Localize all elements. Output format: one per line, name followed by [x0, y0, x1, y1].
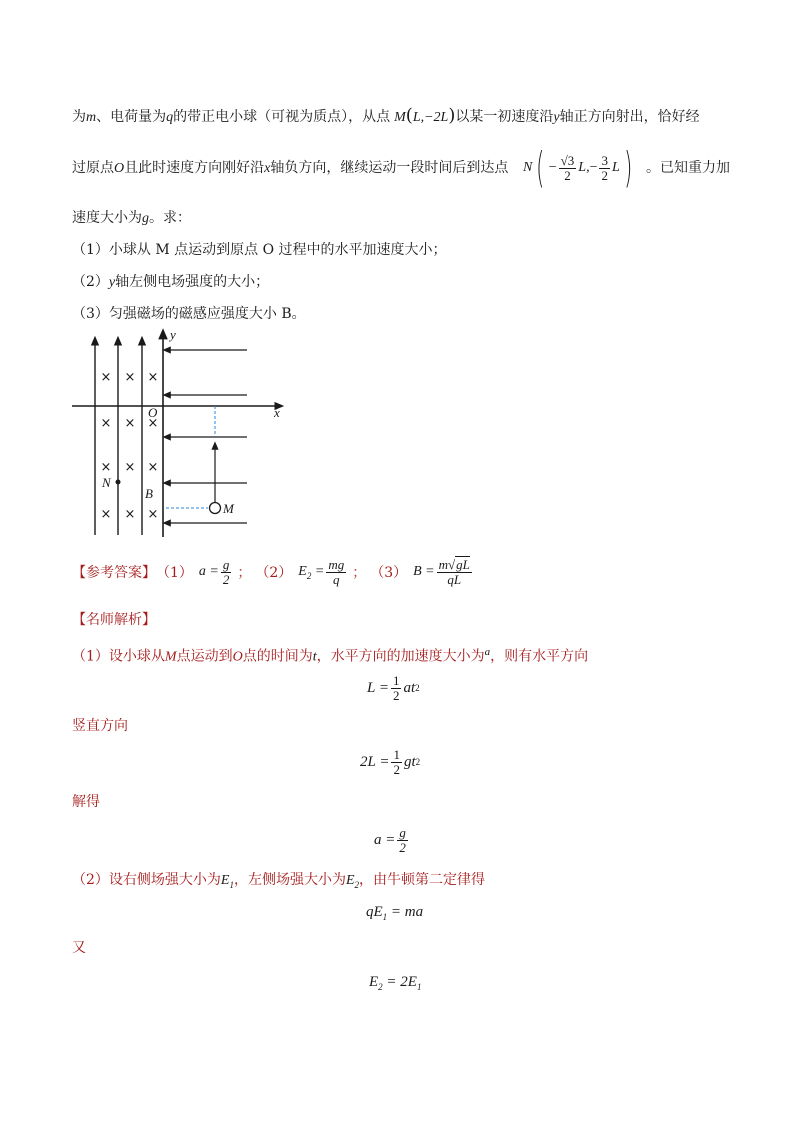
- text: （2）: [72, 274, 109, 290]
- text: （2）设右侧场强大小为: [72, 872, 221, 888]
- minus: −: [589, 160, 598, 175]
- var-E1: E: [220, 873, 230, 888]
- cross-mark: ×: [124, 507, 136, 522]
- answer-3-lhs: B =: [413, 564, 435, 579]
- frac-den: qL: [447, 571, 462, 587]
- analysis-tag: 【名师解析】: [72, 612, 156, 628]
- text: ，左侧场强大小为: [233, 872, 346, 888]
- analysis-step-2: [72, 870, 485, 895]
- cross-mark: ×: [147, 370, 159, 385]
- cross-mark: ×: [124, 416, 136, 431]
- eq-part: = 2E: [382, 974, 417, 990]
- frac-num: 3: [601, 152, 608, 168]
- frac-den: 2: [564, 167, 571, 183]
- frac-den: 2: [393, 761, 400, 777]
- text: ，水平方向的加速度大小为: [316, 648, 485, 665]
- vertical-direction-label: 竖直方向: [72, 718, 128, 734]
- answer-tag: 【参考答案】: [72, 565, 156, 581]
- problem-line-2-end: 。已知重力加: [646, 160, 730, 176]
- text: 过原点: [72, 160, 114, 176]
- subscript: 2: [354, 879, 360, 890]
- equals: =: [314, 563, 325, 579]
- var-M: M: [164, 649, 177, 665]
- subscript: 2: [306, 570, 312, 581]
- subscript: 1: [229, 879, 234, 890]
- var-a: a: [484, 646, 491, 658]
- text: 为: [72, 109, 86, 125]
- problem-line-2: [72, 158, 508, 179]
- label-M: M: [223, 501, 234, 516]
- question-2: [72, 272, 269, 293]
- separator: ；: [352, 565, 367, 581]
- text: 速度大小为: [72, 210, 142, 226]
- frac-num: g: [222, 556, 230, 572]
- answer-part-1: （1）: [156, 565, 193, 581]
- text: 轴正方向射出，恰好经: [559, 109, 700, 125]
- subscript: 1: [416, 982, 422, 992]
- frac-num: 1: [393, 746, 400, 762]
- equation-5: [369, 974, 421, 992]
- label-B: B: [145, 486, 153, 501]
- equation-1: [367, 668, 420, 708]
- eq-lhs: a =: [374, 831, 396, 848]
- text: 且此时速度方向刚好沿: [124, 160, 265, 176]
- var-O: O: [232, 649, 243, 665]
- frac-den: 2: [399, 839, 406, 855]
- cross-mark: ×: [100, 370, 112, 385]
- cross-mark: ×: [100, 416, 112, 431]
- eq-rhs: gt: [403, 753, 416, 770]
- text: （1）设小球从: [72, 648, 165, 665]
- equation-4: [366, 904, 423, 922]
- text: 的带正电小球（可视为质点），从点: [173, 109, 391, 125]
- frac-num: 1: [392, 672, 400, 688]
- text: 。求：: [149, 210, 191, 226]
- text: L: [611, 160, 620, 175]
- field-diagram: [60, 325, 300, 540]
- point-N: N: [523, 160, 533, 175]
- solve-label: 解得: [72, 794, 100, 810]
- equation-2: [360, 742, 420, 782]
- coord-N: N ( − $\frac{√3}{2}$ L, − $\frac{3}{2}$ L ): [523, 143, 633, 192]
- superscript: 2: [415, 757, 421, 767]
- text: 点的时间为: [242, 648, 313, 665]
- subscript: 1: [382, 912, 388, 922]
- var-g: g: [142, 211, 149, 226]
- point-N-dot: [116, 480, 121, 485]
- var-x: x: [264, 161, 271, 176]
- frac-den: 2: [392, 687, 400, 703]
- also-label: 又: [72, 940, 86, 956]
- subscript: 2: [378, 982, 383, 992]
- label-N: N: [102, 475, 111, 490]
- text: 、电荷量为: [96, 109, 167, 125]
- label-y: y: [170, 327, 176, 342]
- eq-part: = ma: [387, 904, 424, 920]
- frac-num: m: [438, 556, 449, 572]
- eq-lhs: 2L =: [360, 753, 390, 770]
- label-O: O: [148, 405, 158, 420]
- problem-line-3: [72, 208, 191, 229]
- cross-mark: ×: [147, 507, 159, 522]
- eq-part: E: [369, 974, 379, 990]
- minus: −: [548, 160, 557, 175]
- superscript: 2: [415, 683, 420, 693]
- text: 轴负方向，继续运动一段时间后到达点: [270, 160, 509, 176]
- text: ，由牛顿第二定律得: [359, 872, 486, 888]
- sqrt-content: gL: [456, 556, 470, 572]
- problem-line-1: 为m、电荷量为q的带正电小球（可视为质点），从点 M(L,−2L)以某一初速度沿y轴正方向射出，恰好经: [72, 105, 700, 126]
- cross-mark: ×: [124, 460, 136, 475]
- analysis-step-1: [72, 642, 588, 668]
- text: 轴左侧电场强度的大小；: [115, 274, 270, 290]
- point-M: M: [394, 110, 406, 125]
- var-t: t: [312, 649, 317, 665]
- frac-den: q: [333, 571, 340, 587]
- var-E2: E: [345, 873, 355, 888]
- var-q: q: [166, 110, 174, 125]
- cross-mark: ×: [124, 370, 136, 385]
- answer-part-2: （2）: [255, 565, 293, 581]
- cross-mark: ×: [147, 460, 159, 475]
- eq-lhs: L =: [367, 679, 389, 696]
- answer-part-3: （3）: [370, 565, 408, 581]
- var-y: y: [108, 275, 116, 290]
- eq-part: qE: [366, 904, 383, 920]
- label-x: x: [274, 405, 280, 420]
- point-O: O: [114, 161, 125, 176]
- frac-num: √3: [560, 152, 575, 168]
- var-y: y: [553, 110, 560, 125]
- answer-2-lhs: E: [298, 563, 307, 579]
- frac-den: 2: [222, 571, 230, 587]
- coord-M: L,−2L: [412, 110, 449, 125]
- var-m: m: [86, 110, 97, 125]
- eq-rhs: at: [403, 679, 416, 696]
- cross-mark: ×: [100, 507, 112, 522]
- ball-M: [210, 503, 221, 514]
- text: 点运动到: [176, 648, 233, 665]
- reference-answer: 【参考答案】 （1） a = $\frac{g}{2}$ ； （2） $E_2$ = $\frac{mg}{q}$ ； （3） B = $\frac{m√gL}{qL}$: [72, 556, 470, 587]
- equation-3: [374, 820, 410, 860]
- cross-mark: ×: [100, 460, 112, 475]
- answer-1-lhs: a =: [198, 564, 219, 579]
- text: ，则有水平方向: [490, 648, 589, 665]
- separator: ；: [237, 565, 252, 581]
- frac-den: 2: [601, 167, 608, 183]
- question-3: （3）匀强磁场的磁感应强度大小 B。: [72, 306, 306, 322]
- text: L,: [578, 160, 590, 175]
- cross-mark: ×: [147, 416, 159, 431]
- frac-num: g: [399, 824, 406, 840]
- text: 以某一初速度沿: [455, 109, 554, 125]
- question-1: （1）小球从 M 点运动到原点 O 过程中的水平加速度大小；: [72, 242, 447, 258]
- frac-num: mg: [328, 556, 345, 572]
